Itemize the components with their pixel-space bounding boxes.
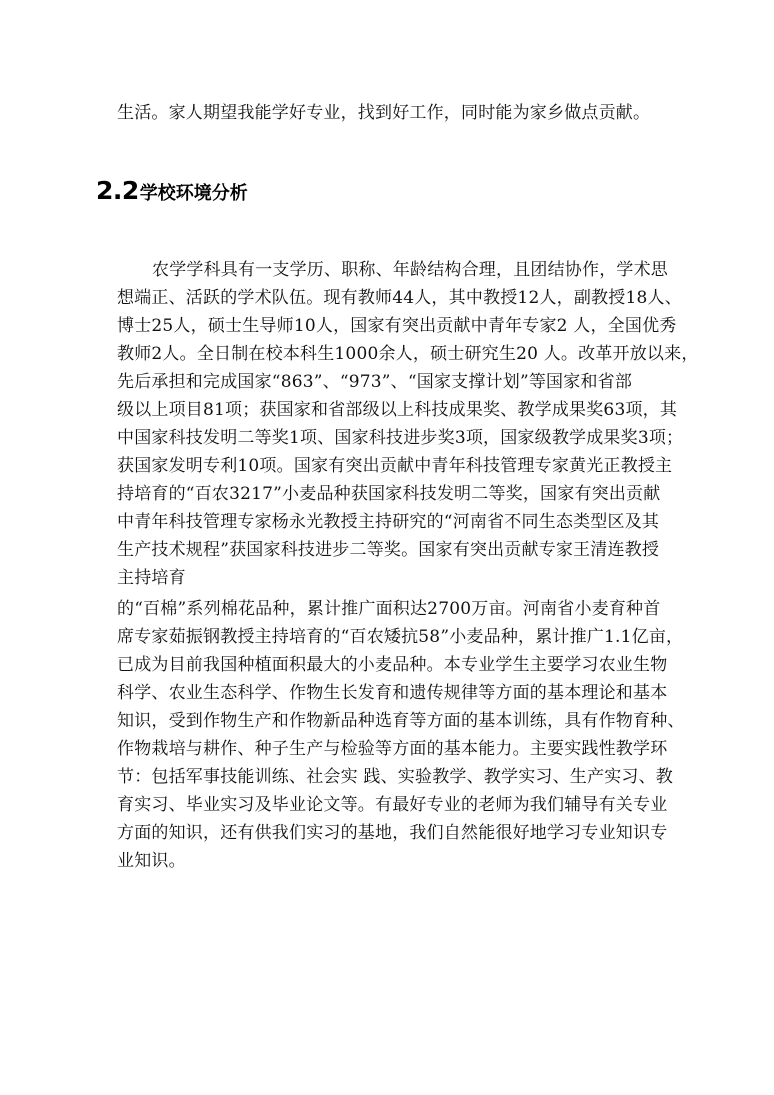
paragraph-line: 中青年科技管理专家杨永光教授主持研究的“河南省不同生态类型区及其 [117, 512, 660, 532]
paragraph-line: 已成为目前我国种植面积最大的小麦品种。本专业学生主要学习农业生物 [117, 655, 668, 675]
paragraph-line: 主持培育 [117, 568, 186, 588]
section-heading [96, 176, 248, 205]
section-title: 学校环境分析 [139, 183, 248, 204]
paragraph-line: 先后承担和完成国家“863”、“973”、“国家支撑计划”等国家和省部 [117, 372, 633, 392]
paragraph-line: 作物栽培与耕作、种子生产与检验等方面的基本能力。主要实践性教学环 [117, 739, 668, 759]
paragraph-line: 教师2人。全日制在校本科生1000余人，硕士研究生20 人。改革开放以来， [117, 344, 699, 364]
paragraph-line: 科学、农业生态科学、作物生长发育和遗传规律等方面的基本理论和基本 [117, 683, 668, 703]
paragraph-line: 育实习、毕业实习及毕业论文等。有最好专业的老师为我们辅导有关专业 [117, 795, 668, 815]
intro-line: 生活。家人期望我能学好专业，找到好工作，同时能为家乡做点贡献。 [117, 103, 651, 123]
paragraph-line: 级以上项目81项；获国家和省部级以上科技成果奖、教学成果奖63项，其 [117, 400, 678, 420]
paragraph-line: 获国家发明专利10项。国家有突出贡献中青年科技管理专家黄光正教授主 [117, 456, 673, 476]
paragraph-line: 业知识。 [117, 851, 186, 871]
paragraph-line: 生产技术规程”获国家科技进步二等奖。国家有突出贡献专家王清连教授 [117, 540, 660, 560]
paragraph-line: 持培育的“百农3217”小麦品种获国家科技发明二等奖，国家有突出贡献 [117, 484, 661, 504]
paragraph-line: 中国家科技发明二等奖1项、国家科技进步奖3项，国家级教学成果奖3项； [117, 428, 684, 448]
paragraph-line: 博士25人，硕士生导师10人，国家有突出贡献中青年专家2 人，全国优秀 [117, 316, 677, 336]
paragraph-line: 想端正、活跃的学术队伍。现有教师44人，其中教授12人，副教授18人、 [117, 288, 682, 308]
paragraph-line: 知识，受到作物生产和作物新品种选育等方面的基本训练，具有作物育种、 [117, 711, 685, 731]
paragraph-line: 方面的知识，还有供我们实习的基地，我们自然能很好地学习专业知识专 [117, 823, 668, 843]
section-number: 2.2 [96, 176, 139, 205]
paragraph-line: 席专家茹振钢教授主持培育的“百农矮抗58”小麦品种，累计推广1.1亿亩， [117, 627, 684, 647]
paragraph-line: 节：包括军事技能训练、社会实 践、实验教学、教学实习、生产实习、教 [117, 767, 674, 787]
paragraph-line: 的“百棉”系列棉花品种，累计推广面积达2700万亩。河南省小麦育种首 [117, 599, 661, 619]
paragraph-line: 农学学科具有一支学历、职称、年龄结构合理，且团结协作，学术思 [152, 260, 668, 280]
